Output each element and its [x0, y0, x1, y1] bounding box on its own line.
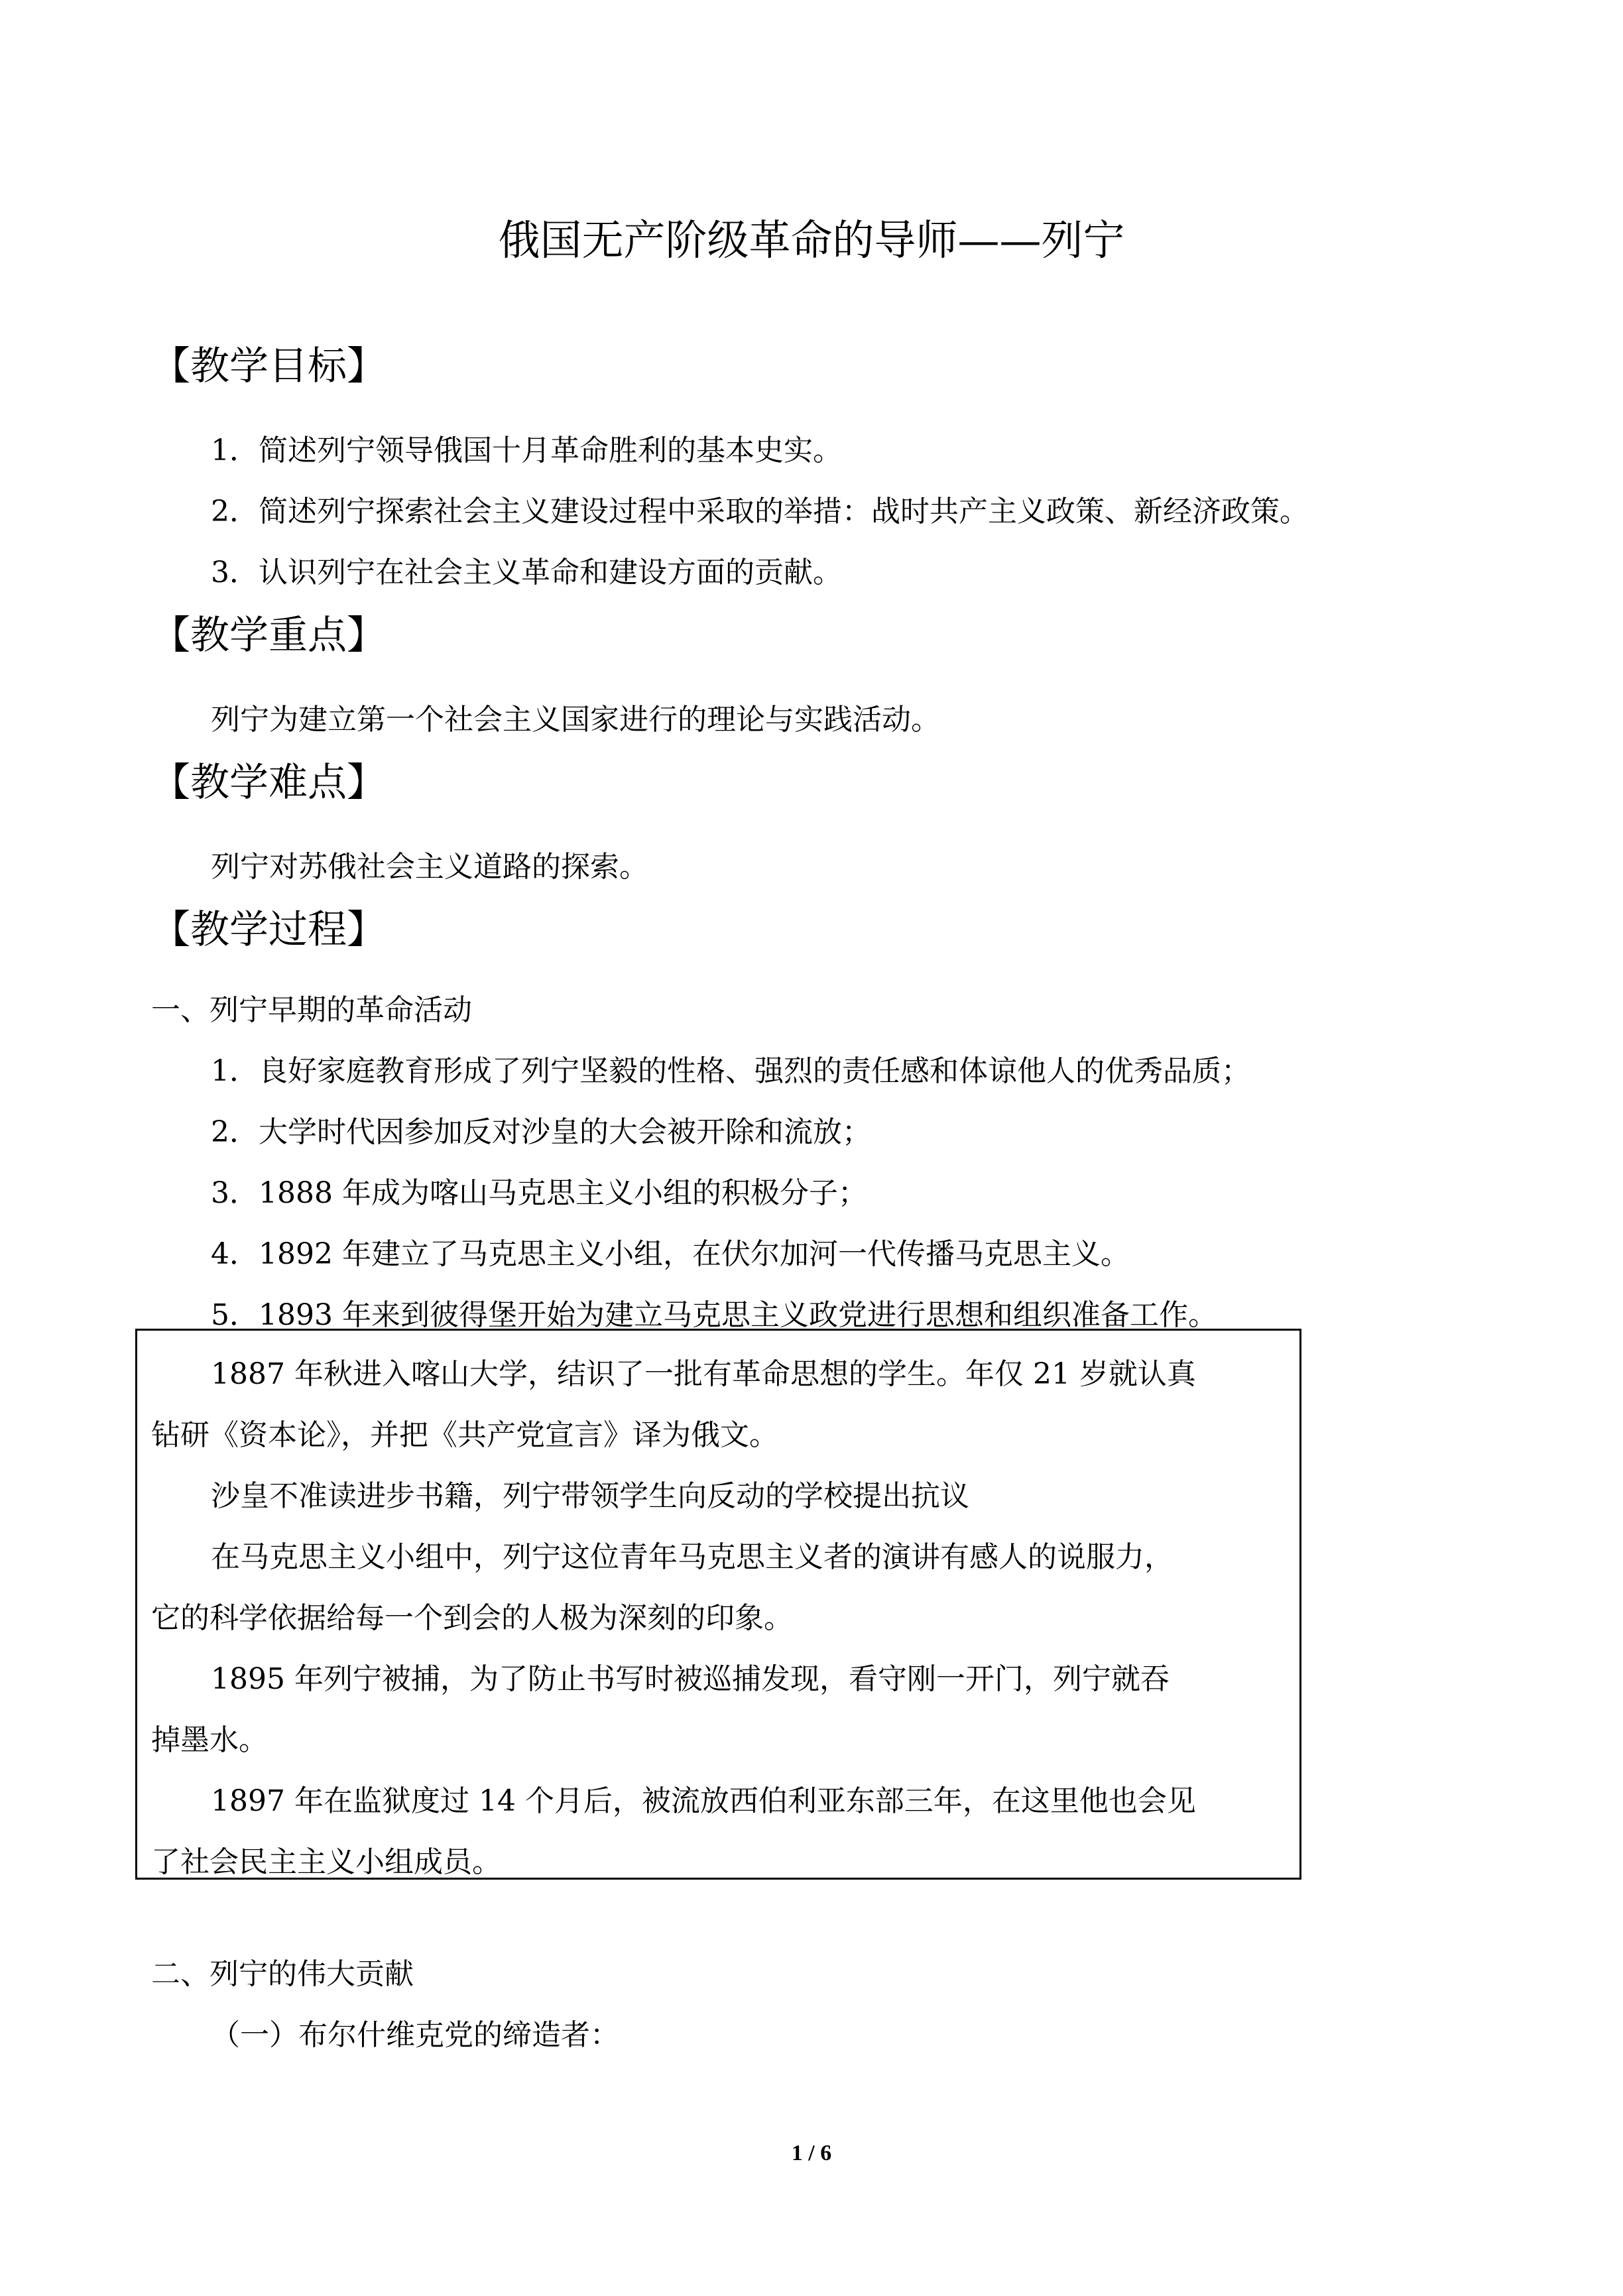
- part1-item: 2．大学时代因参加反对沙皇的大会被开除和流放；: [211, 1115, 871, 1149]
- objectives-heading: 【教学目标】: [151, 343, 387, 389]
- box-line: 1897 年在监狱度过 14 个月后，被流放西伯利亚东部三年，在这里他也会见: [211, 1784, 1196, 1818]
- box-line: 掉墨水。: [151, 1723, 268, 1757]
- difficulties-text: 列宁对苏俄社会主义道路的探索。: [211, 850, 648, 884]
- page-title: 俄国无产阶级革命的导师——列宁: [498, 216, 1125, 265]
- part2-title: 二、列宁的伟大贡献: [151, 1957, 414, 1991]
- objective-item: 1．简述列宁领导俄国十月革命胜利的基本史实。: [211, 434, 842, 467]
- part1-item: 3．1888 年成为喀山马克思主义小组的积极分子；: [211, 1176, 867, 1210]
- box-line: 1895 年列宁被捕，为了防止书写时被巡捕发现，看守刚一开门，列宁就吞: [211, 1662, 1170, 1696]
- process-heading: 【教学过程】: [151, 906, 387, 952]
- part1-item: 4．1892 年建立了马克思主义小组，在伏尔加河一代传播马克思主义。: [211, 1237, 1130, 1271]
- box-line: 沙皇不准读进步书籍，列宁带领学生向反动的学校提出抗议: [211, 1479, 969, 1513]
- part1-item: 5．1893 年来到彼得堡开始为建立马克思主义政党进行思想和组织准备工作。: [211, 1298, 1217, 1332]
- objective-item: 3．认识列宁在社会主义革命和建设方面的贡献。: [211, 556, 842, 589]
- part1-item: 1．良好家庭教育形成了列宁坚毅的性格、强烈的责任感和体谅他人的优秀品质；: [211, 1054, 1250, 1088]
- keypoints-heading: 【教学重点】: [151, 612, 387, 658]
- part1-title: 一、列宁早期的革命活动: [151, 993, 472, 1027]
- difficulties-heading: 【教学难点】: [151, 759, 387, 805]
- keypoints-text: 列宁为建立第一个社会主义国家进行的理论与实践活动。: [211, 703, 940, 737]
- box-line: 它的科学依据给每一个到会的人极为深刻的印象。: [151, 1601, 793, 1635]
- box-line: 1887 年秋进入喀山大学，结识了一批有革命思想的学生。年仅 21 岁就认真: [211, 1357, 1196, 1391]
- supplementary-box: [135, 1329, 1301, 1880]
- page-indicator: 1 / 6: [791, 2141, 832, 2165]
- part2-sub1: （一）布尔什维克党的缔造者：: [211, 2018, 619, 2052]
- box-line: 了社会民主主义小组成员。: [151, 1845, 501, 1879]
- box-line: 在马克思主义小组中，列宁这位青年马克思主义者的演讲有感人的说服力，: [211, 1540, 1173, 1574]
- objective-item: 2．简述列宁探索社会主义建设过程中采取的举措：战时共产主义政策、新经济政策。: [211, 495, 1309, 528]
- box-line: 钻研《资本论》，并把《共产党宣言》译为俄文。: [151, 1418, 778, 1452]
